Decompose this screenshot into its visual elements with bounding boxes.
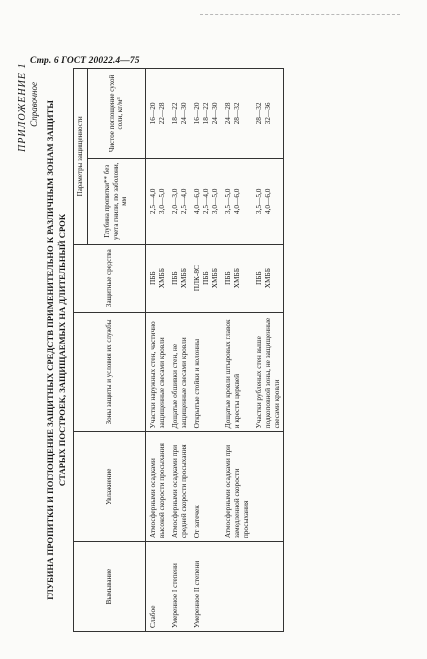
cell-zone: Участки наружных стен, частично защищенные свесами кровли [145,312,168,432]
table-row [252,69,284,632]
cell-zone: Дощатые обшивки стен, не защищенные свесами кровли [168,312,190,432]
cell-net-salt: 24—28 28—32 [221,69,252,159]
title-line-1: ГЛУБИНА ПРОПИТКИ И ПОГЛОЩЕНИЕ ЗАЩИТНЫХ СРЕДСТВ ПРИМЕНИТЕЛЬНО К РАЗЛИЧНЫМ ЗОНАМ ЗАЩИТЫ [45,100,55,600]
cell-depth: 3,5—5,0 4,0—6,0 [252,158,284,244]
cell-depth: 2,0—3,0 2,5—4,0 [168,158,190,244]
cell-agents: ПЛК-8С ПББ ХМББ [190,244,221,312]
table-row [221,69,252,632]
cell-agents: ПББ ХМББ [252,244,284,312]
cell-net-salt: 16—20 22—28 [145,69,168,159]
page-header: Стр. 6 ГОСТ 20022.4—75 [30,56,140,66]
cell-depth: 2,5—4,0 3,0—5,0 [145,158,168,244]
cell-net-salt: 18—22 24—30 [168,69,190,159]
cell-wetting: Атмосферными осадками при замедленной скорости просыхания [221,432,252,542]
header-washout: Вымывание [74,542,146,632]
cell-wetting: От затечек [190,432,221,542]
cell-zone: Дощатые кровли штыровых главок и кресты церквей [221,312,252,432]
cell-washout: Умеренное II степени [190,542,221,632]
header-agents: Защитные средства [74,244,146,312]
cell-net-salt: 16—20 18—22 24—30 [190,69,221,159]
header-params: Параметры защищенности [74,69,88,245]
header-zones: Зоны защиты и условия их службы [74,312,146,432]
table-title [44,68,68,632]
rotated-table-block [15,62,411,632]
title-line-2: СТАРЫХ ПОСТРОЕК, ЗАЩИЩАЕМЫХ НА ДЛИТЕЛЬНЫЙ СРОК [57,213,67,487]
cell-agents: ПББ ХМББ [145,244,168,312]
cell-washout: Умеренное I степени [168,542,190,632]
appendix-subtitle: Справочное [29,82,39,127]
cell-wetting [252,432,284,542]
top-dashed-rule [200,14,400,15]
cell-zone: Участки рубленых стен выше подкоповной зоны, не защищенные свесами кровли [252,312,284,432]
cell-agents: ПББ ХМББ [221,244,252,312]
cell-wetting: Атмосферными осадками высокой скорости просыхания [145,432,168,542]
cell-agents: ПББ ХМББ [168,244,190,312]
cell-depth: 3,5—5,0 4,0—6,0 [221,158,252,244]
header-depth: Глубина пропитки** без учета гнили, по заболони, мм [87,158,145,244]
table-row [145,69,168,632]
appendix-number: ПРИЛОЖЕНИЕ 1 [17,62,28,152]
cell-net-salt: 28—32 32—36 [252,69,284,159]
cell-washout [221,542,252,632]
table-row [168,69,190,632]
table-row [190,69,221,632]
cell-zone: Открытые стойки и колонны [190,312,221,432]
cell-depth: 4,0—6,0 2,5—4,0 3,0—5,0 [190,158,221,244]
cell-washout: Слабое [145,542,168,632]
header-net-salt: Чистое поглощение сухой соли, кг/м³ [87,69,145,159]
cell-wetting: Атмосферными осадками при средней скорости просыхания [168,432,190,542]
protection-table [73,68,284,632]
appendix-label [17,62,39,152]
cell-washout [252,542,284,632]
header-wetting: Увлажнение [74,432,146,542]
